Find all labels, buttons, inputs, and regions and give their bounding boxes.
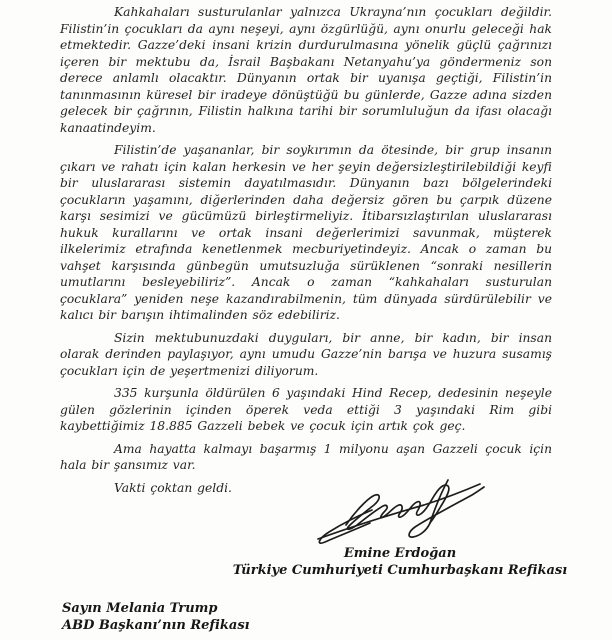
letter-closing-line: Vakti çoktan geldi.: [114, 480, 232, 495]
letter-paragraph-3: Sizin mektubunuzdaki duyguları, bir anne, bir kadın, bir insan olarak derinden paylaşıyor, aynı umudu Gazze’nin barışa ve huzura susamış çocukları için de yeşertmenizi diliyorum.: [60, 330, 552, 378]
signatory-name: Emine Erdoğan: [343, 546, 457, 561]
signatory-title: Türkiye Cumhuriyeti Cumhurbaşkanı Refikası: [232, 563, 568, 578]
letter-paragraph-1: Kahkahaları susturulanlar yalnızca Ukrayna’nın çocukları değildir. Filistin’in çocukları da aynı neşeyi, aynı özgürlüğü, aynı onurlu geleceği hak etmektedir. Gazze’deki insani krizin durdurulmasına yönelik güçlü çağrınızı içeren bir mektubu da, İsrail Başbakanı Netanyahu’ya göndermeniz son derece anlamlı olacaktır. Dünyanın ortak bir uyanışa geçtiği, Filistin’in tanınmasının küresel bir iradeye dönüştüğü bu günlerde, Gazze adına sizden gelecek bir çağrının, Filistin halkına tarihi bir sorumluluğun da ifası olacağı kanaatindeyim.: [60, 5, 552, 135]
handwritten-signature-icon: [312, 477, 488, 545]
letter-body: [60, 4, 552, 502]
recipient-name: Sayın Melania Trump: [62, 601, 218, 616]
signature-block: [230, 477, 570, 579]
letter-paragraph-5: Ama hayatta kalmayı başarmış 1 milyonu aşan Gazzeli çocuk için hala bir şansımız var.: [60, 441, 552, 472]
letter-paragraph-2: Filistin’de yaşananlar, bir soykırımın da ötesinde, bir grup insanın çıkarı ve rahatı için kalan herkesin ve her şeyin değersizleştirilebildiği keyfi bir uluslararası sistemin dayatılmasıdır. Dünyanın bazı bölgelerindeki çocukların yaşamını, diğerlerinden daha değersiz gören bu çarpık düzene karşı sesimizi ve gücümüzü birleştirmeliyiz. İtibarsızlaştırılan uluslararası hukuk kurallarını ve ortak insani değerlerimizi savunmak, müşterek ilkelerimiz etrafında kenetlenmek mecburiyetindeyiz. Ancak o zaman bu vahşet karşısında günbegün umutsuzluğa sürüklenen “sonraki nesillerin umutlarını besleyebiliriz”. Ancak o zaman “kahkahaları susturulan çocuklara” yeniden neşe kazandırabilmenin, tüm dünyada sürdürülebilir ve kalıcı bir barışın ihtimalinden söz edebiliriz.: [60, 143, 552, 322]
recipient-block: [62, 600, 250, 634]
recipient-title: ABD Başkanı’nın Refikası: [62, 618, 250, 633]
letter-paragraph-4: 335 kurşunla öldürülen 6 yaşındaki Hind Recep, dedesinin neşeyle gülen gözlerinin içinden öperek veda ettiği 3 yaşındaki Rim gibi kaybettiğimiz 18.885 Gazzeli bebek ve çocuk için artık çok geç.: [60, 386, 552, 433]
